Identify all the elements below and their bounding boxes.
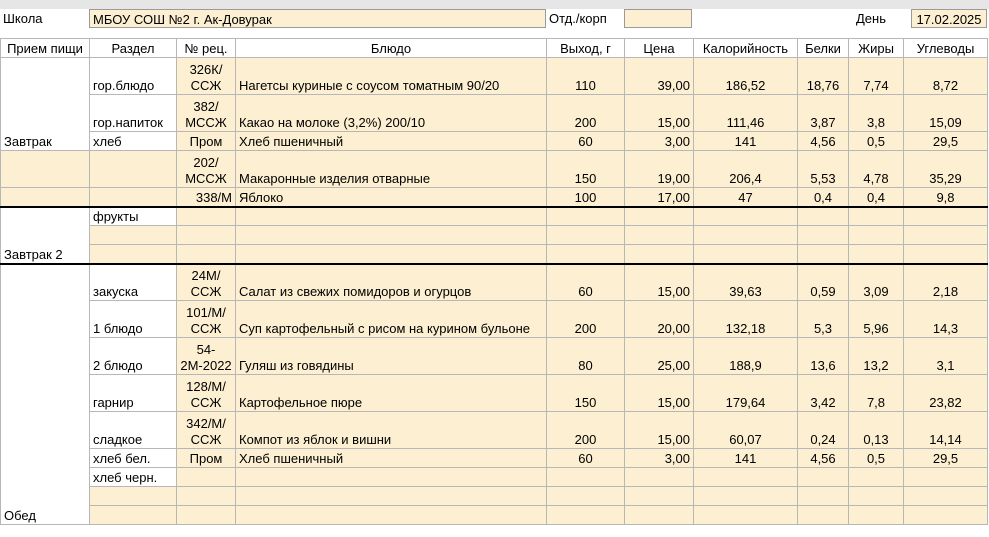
dish-cell[interactable]: Суп картофельный с рисом на курином бульоне bbox=[236, 301, 547, 338]
carbs-cell[interactable] bbox=[904, 468, 988, 487]
meal-breakfast: Завтрак bbox=[1, 58, 90, 151]
meal-breakfast-2: Завтрак 2 bbox=[1, 207, 90, 264]
table-row bbox=[1, 338, 988, 375]
table-row bbox=[1, 132, 988, 151]
recipe-cell[interactable]: 54-2М-2022 bbox=[177, 338, 236, 375]
school-header-row bbox=[0, 9, 989, 29]
kcal-cell[interactable] bbox=[694, 245, 798, 264]
dish-cell[interactable] bbox=[236, 245, 547, 264]
protein-cell[interactable] bbox=[798, 468, 849, 487]
section-cell[interactable]: гарнир bbox=[90, 375, 177, 412]
recipe-cell[interactable] bbox=[177, 506, 236, 525]
recipe-cell[interactable] bbox=[177, 245, 236, 264]
recipe-cell[interactable]: Пром bbox=[177, 449, 236, 468]
fat-cell[interactable]: 3,09 bbox=[849, 264, 904, 301]
protein-cell[interactable]: 3,42 bbox=[798, 375, 849, 412]
fat-cell[interactable] bbox=[849, 226, 904, 245]
section-cell[interactable] bbox=[90, 151, 177, 188]
col-header-dish: Блюдо bbox=[236, 39, 547, 58]
table-row bbox=[1, 188, 988, 207]
col-header-protein: Белки bbox=[798, 39, 849, 58]
protein-cell[interactable]: 0,59 bbox=[798, 264, 849, 301]
recipe-cell[interactable]: 202/МССЖ bbox=[177, 151, 236, 188]
yield-cell[interactable] bbox=[547, 506, 625, 525]
protein-cell[interactable]: 13,6 bbox=[798, 338, 849, 375]
table-row bbox=[1, 226, 988, 245]
price-cell[interactable]: 15,00 bbox=[625, 412, 694, 449]
protein-cell[interactable]: 5,53 bbox=[798, 151, 849, 188]
kcal-cell[interactable]: 132,18 bbox=[694, 301, 798, 338]
carbs-cell[interactable]: 14,14 bbox=[904, 412, 988, 449]
carbs-cell[interactable]: 8,72 bbox=[904, 58, 988, 95]
carbs-cell[interactable]: 3,1 bbox=[904, 338, 988, 375]
dish-cell[interactable] bbox=[236, 468, 547, 487]
dish-cell[interactable]: Яблоко bbox=[236, 188, 547, 207]
section-cell[interactable]: хлеб черн. bbox=[90, 468, 177, 487]
price-cell[interactable] bbox=[625, 245, 694, 264]
price-cell[interactable]: 19,00 bbox=[625, 151, 694, 188]
table-row bbox=[1, 207, 988, 226]
section-cell[interactable]: гор.блюдо bbox=[90, 58, 177, 95]
carbs-cell[interactable]: 15,09 bbox=[904, 95, 988, 132]
recipe-cell[interactable] bbox=[177, 207, 236, 226]
dish-cell[interactable] bbox=[236, 487, 547, 506]
price-cell[interactable]: 15,00 bbox=[625, 375, 694, 412]
day-label: День bbox=[856, 11, 886, 26]
yield-cell[interactable]: 60 bbox=[547, 449, 625, 468]
protein-cell[interactable]: 5,3 bbox=[798, 301, 849, 338]
col-header-section: Раздел bbox=[90, 39, 177, 58]
kcal-cell[interactable]: 179,64 bbox=[694, 375, 798, 412]
kcal-cell[interactable]: 141 bbox=[694, 132, 798, 151]
section-cell[interactable]: хлеб бел. bbox=[90, 449, 177, 468]
carbs-cell[interactable] bbox=[904, 506, 988, 525]
col-header-meal: Прием пищи bbox=[1, 39, 90, 58]
price-cell[interactable]: 20,00 bbox=[625, 301, 694, 338]
yield-cell[interactable]: 110 bbox=[547, 58, 625, 95]
price-cell[interactable]: 39,00 bbox=[625, 58, 694, 95]
table-row bbox=[1, 95, 988, 132]
fat-cell[interactable]: 4,78 bbox=[849, 151, 904, 188]
fat-cell[interactable]: 5,96 bbox=[849, 301, 904, 338]
dish-cell[interactable]: Макаронные изделия отварные bbox=[236, 151, 547, 188]
recipe-cell[interactable]: 128/М/ССЖ bbox=[177, 375, 236, 412]
section-cell[interactable] bbox=[90, 188, 177, 207]
fat-cell[interactable] bbox=[849, 207, 904, 226]
dish-cell[interactable]: Нагетсы куриные с соусом томатным 90/20 bbox=[236, 58, 547, 95]
menu-table bbox=[0, 38, 988, 525]
recipe-cell[interactable] bbox=[177, 468, 236, 487]
dept-value-cell[interactable] bbox=[624, 9, 692, 28]
yield-cell[interactable]: 80 bbox=[547, 338, 625, 375]
section-cell[interactable]: закуска bbox=[90, 264, 177, 301]
section-cell[interactable] bbox=[90, 506, 177, 525]
fat-cell[interactable]: 3,8 bbox=[849, 95, 904, 132]
price-cell[interactable] bbox=[625, 468, 694, 487]
carbs-cell[interactable]: 29,5 bbox=[904, 449, 988, 468]
price-cell[interactable]: 3,00 bbox=[625, 132, 694, 151]
yield-cell[interactable]: 100 bbox=[547, 188, 625, 207]
section-cell[interactable]: гор.напиток bbox=[90, 95, 177, 132]
dish-cell[interactable]: Компот из яблок и вишни bbox=[236, 412, 547, 449]
col-header-yield: Выход, г bbox=[547, 39, 625, 58]
kcal-cell[interactable]: 188,9 bbox=[694, 338, 798, 375]
table-row bbox=[1, 264, 988, 301]
table-row bbox=[1, 468, 988, 487]
dish-cell[interactable]: Картофельное пюре bbox=[236, 375, 547, 412]
fat-cell[interactable]: 7,8 bbox=[849, 375, 904, 412]
recipe-cell[interactable]: 101/М/ССЖ bbox=[177, 301, 236, 338]
fat-cell[interactable]: 13,2 bbox=[849, 338, 904, 375]
recipe-cell[interactable]: 24М/ССЖ bbox=[177, 264, 236, 301]
fat-cell[interactable]: 0,5 bbox=[849, 132, 904, 151]
protein-cell[interactable]: 4,56 bbox=[798, 132, 849, 151]
fat-cell[interactable] bbox=[849, 487, 904, 506]
kcal-cell[interactable] bbox=[694, 207, 798, 226]
section-cell[interactable]: хлеб bbox=[90, 132, 177, 151]
price-cell[interactable]: 25,00 bbox=[625, 338, 694, 375]
column-header-strip bbox=[0, 0, 989, 9]
protein-cell[interactable] bbox=[798, 487, 849, 506]
dish-cell[interactable]: Хлеб пшеничный bbox=[236, 132, 547, 151]
kcal-cell[interactable]: 47 bbox=[694, 188, 798, 207]
carbs-cell[interactable] bbox=[904, 245, 988, 264]
fat-cell[interactable]: 0,13 bbox=[849, 412, 904, 449]
table-row bbox=[1, 506, 988, 525]
price-cell[interactable] bbox=[625, 487, 694, 506]
kcal-cell[interactable]: 186,52 bbox=[694, 58, 798, 95]
fat-cell[interactable] bbox=[849, 506, 904, 525]
carbs-cell[interactable] bbox=[904, 207, 988, 226]
yield-cell[interactable] bbox=[547, 245, 625, 264]
yield-cell[interactable]: 150 bbox=[547, 151, 625, 188]
yield-cell[interactable]: 200 bbox=[547, 301, 625, 338]
price-cell[interactable] bbox=[625, 207, 694, 226]
recipe-cell[interactable] bbox=[177, 226, 236, 245]
price-cell[interactable]: 17,00 bbox=[625, 188, 694, 207]
protein-cell[interactable]: 3,87 bbox=[798, 95, 849, 132]
carbs-cell[interactable] bbox=[904, 487, 988, 506]
recipe-cell[interactable]: Пром bbox=[177, 132, 236, 151]
recipe-cell[interactable]: 342/М/ССЖ bbox=[177, 412, 236, 449]
col-header-kcal: Калорийность bbox=[694, 39, 798, 58]
carbs-cell[interactable]: 35,29 bbox=[904, 151, 988, 188]
meal-cell-empty[interactable] bbox=[1, 151, 90, 188]
carbs-cell[interactable]: 14,3 bbox=[904, 301, 988, 338]
section-cell[interactable]: фрукты bbox=[90, 207, 177, 226]
price-cell[interactable] bbox=[625, 506, 694, 525]
protein-cell[interactable]: 0,24 bbox=[798, 412, 849, 449]
carbs-cell[interactable]: 29,5 bbox=[904, 132, 988, 151]
kcal-cell[interactable] bbox=[694, 468, 798, 487]
protein-cell[interactable] bbox=[798, 226, 849, 245]
yield-cell[interactable] bbox=[547, 226, 625, 245]
price-cell[interactable]: 3,00 bbox=[625, 449, 694, 468]
yield-cell[interactable]: 200 bbox=[547, 412, 625, 449]
carbs-cell[interactable]: 23,82 bbox=[904, 375, 988, 412]
kcal-cell[interactable]: 111,46 bbox=[694, 95, 798, 132]
protein-cell[interactable]: 4,56 bbox=[798, 449, 849, 468]
col-header-price: Цена bbox=[625, 39, 694, 58]
section-cell[interactable] bbox=[90, 487, 177, 506]
yield-cell[interactable] bbox=[547, 207, 625, 226]
section-cell[interactable]: 2 блюдо bbox=[90, 338, 177, 375]
fat-cell[interactable]: 0,5 bbox=[849, 449, 904, 468]
dish-cell[interactable]: Салат из свежих помидоров и огурцов bbox=[236, 264, 547, 301]
meal-lunch: Обед bbox=[1, 264, 90, 525]
dish-cell[interactable] bbox=[236, 226, 547, 245]
col-header-fat: Жиры bbox=[849, 39, 904, 58]
table-row bbox=[1, 487, 988, 506]
kcal-cell[interactable] bbox=[694, 506, 798, 525]
protein-cell[interactable]: 18,76 bbox=[798, 58, 849, 95]
fat-cell[interactable] bbox=[849, 245, 904, 264]
table-row bbox=[1, 449, 988, 468]
date-cell[interactable]: 17.02.2025 bbox=[911, 9, 987, 28]
carbs-cell[interactable]: 2,18 bbox=[904, 264, 988, 301]
kcal-cell[interactable]: 60,07 bbox=[694, 412, 798, 449]
yield-cell[interactable]: 150 bbox=[547, 375, 625, 412]
dish-cell[interactable]: Какао на молоке (3,2%) 200/10 bbox=[236, 95, 547, 132]
meal-cell-empty[interactable] bbox=[1, 188, 90, 207]
carbs-cell[interactable]: 9,8 bbox=[904, 188, 988, 207]
col-header-recipe: № рец. bbox=[177, 39, 236, 58]
yield-cell[interactable]: 60 bbox=[547, 264, 625, 301]
section-cell[interactable]: 1 блюдо bbox=[90, 301, 177, 338]
price-cell[interactable]: 15,00 bbox=[625, 95, 694, 132]
table-row bbox=[1, 375, 988, 412]
dish-cell[interactable]: Хлеб пшеничный bbox=[236, 449, 547, 468]
recipe-cell[interactable] bbox=[177, 487, 236, 506]
recipe-cell[interactable]: 338/М bbox=[177, 188, 236, 207]
section-cell[interactable] bbox=[90, 226, 177, 245]
school-name-cell[interactable]: МБОУ СОШ №2 г. Ак-Довурак bbox=[89, 9, 546, 28]
protein-cell[interactable] bbox=[798, 245, 849, 264]
carbs-cell[interactable] bbox=[904, 226, 988, 245]
section-cell[interactable]: сладкое bbox=[90, 412, 177, 449]
kcal-cell[interactable] bbox=[694, 487, 798, 506]
table-row bbox=[1, 151, 988, 188]
protein-cell[interactable] bbox=[798, 506, 849, 525]
table-row bbox=[1, 58, 988, 95]
price-cell[interactable]: 15,00 bbox=[625, 264, 694, 301]
yield-cell[interactable] bbox=[547, 487, 625, 506]
fat-cell[interactable] bbox=[849, 468, 904, 487]
kcal-cell[interactable] bbox=[694, 226, 798, 245]
fat-cell[interactable]: 0,4 bbox=[849, 188, 904, 207]
yield-cell[interactable]: 60 bbox=[547, 132, 625, 151]
table-row bbox=[1, 245, 988, 264]
kcal-cell[interactable]: 141 bbox=[694, 449, 798, 468]
kcal-cell[interactable]: 39,63 bbox=[694, 264, 798, 301]
fat-cell[interactable]: 7,74 bbox=[849, 58, 904, 95]
yield-cell[interactable] bbox=[547, 468, 625, 487]
recipe-cell[interactable]: 326К/ССЖ bbox=[177, 58, 236, 95]
yield-cell[interactable]: 200 bbox=[547, 95, 625, 132]
protein-cell[interactable] bbox=[798, 207, 849, 226]
price-cell[interactable] bbox=[625, 226, 694, 245]
dept-label: Отд./корп bbox=[549, 11, 607, 26]
dish-cell[interactable]: Гуляш из говядины bbox=[236, 338, 547, 375]
col-header-carbs: Углеводы bbox=[904, 39, 988, 58]
school-label: Школа bbox=[3, 11, 43, 26]
section-cell[interactable] bbox=[90, 245, 177, 264]
protein-cell[interactable]: 0,4 bbox=[798, 188, 849, 207]
table-row bbox=[1, 301, 988, 338]
recipe-cell[interactable]: 382/МССЖ bbox=[177, 95, 236, 132]
dish-cell[interactable] bbox=[236, 207, 547, 226]
column-headers bbox=[1, 39, 988, 58]
table-row bbox=[1, 412, 988, 449]
dish-cell[interactable] bbox=[236, 506, 547, 525]
kcal-cell[interactable]: 206,4 bbox=[694, 151, 798, 188]
